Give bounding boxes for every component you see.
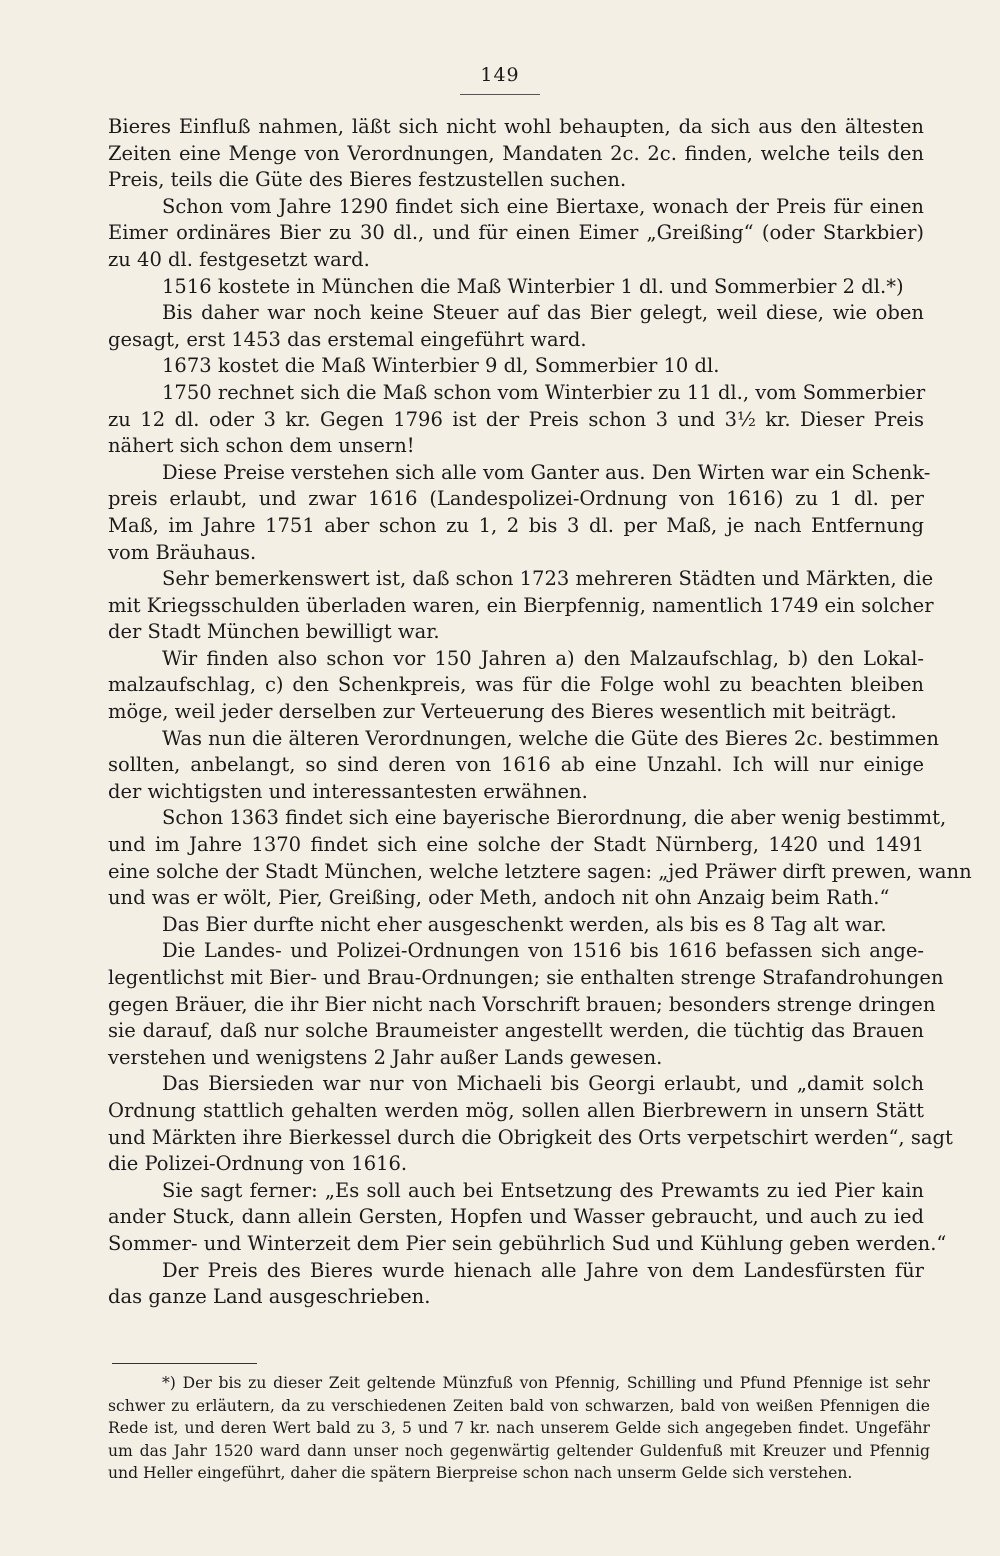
text-line: mit Kriegsschulden überladen waren, ein Bierpfennig, namentlich 1749 ein solcher [108,593,934,617]
footnote-line: schwer zu erläutern, da zu verschiedenen Zeiten bald von schwarzen, bald von weißen Pfennigen die [108,1396,930,1415]
text-line: sie darauf, daß nur solche Braumeister angestellt werden, die tüchtig das Brauen [108,1019,924,1043]
paragraph [108,938,944,1071]
text-line: Das Bier durfte nicht eher ausgeschenkt werden, als bis es 8 Tag alt war. [162,912,887,936]
paragraph [108,646,924,726]
text-line: Was nun die älteren Verordnungen, welche die Güte des Bieres 2c. bestimmen [162,726,939,750]
text-line: gesagt, erst 1453 das erstemal eingeführt ward. [108,327,587,351]
text-line: und was er wölt, Pier, Greißing, oder Meth, andoch nit ohn Anzaig beim Rath.“ [108,886,890,910]
paragraph [108,353,924,380]
text-line: Das Biersieden war nur von Michaeli bis Georgi erlaubt, und „damit solch [162,1072,924,1096]
footnote-line: um das Jahr 1520 ward dann unser noch gegenwärtig geltender Guldenfuß mit Kreuzer und Pfennig [108,1441,930,1460]
text-line: Bieres Einfluß nahmen, läßt sich nicht wohl behaupten, da sich aus den ältesten [108,115,924,138]
text-line: legentlichst mit Bier- und Brau-Ordnungen; sie enthalten strenge Strafandrohungen [108,966,944,989]
text-line: Schon vom Jahre 1290 findet sich eine Biertaxe, wonach der Preis für einen [162,194,924,218]
paragraph [108,912,924,939]
paragraph [108,566,934,646]
text-line: Sommer- und Winterzeit dem Pier sein gebührlich Sud und Kühlung geben werden.“ [108,1231,947,1255]
text-line: und Märkten ihre Bierkessel durch die Obrigkeit des Orts verpetschirt werden“, sagt [108,1125,953,1149]
text-line: Zeiten eine Menge von Verordnungen, Mandaten 2c. 2c. finden, welche teils den [108,141,924,165]
text-line: zu 40 dl. festgesetzt ward. [108,247,370,271]
text-line: 1750 rechnet sich die Maß schon vom Winterbier zu 11 dl., vom Sommerbier [162,380,926,404]
paragraph [108,726,939,806]
paragraph [108,460,931,566]
paragraph [108,194,924,274]
text-line: verstehen und wenigstens 2 Jahr außer Lands gewesen. [108,1045,663,1069]
text-line: Preis, teils die Güte des Bieres festzustellen suchen. [108,168,627,192]
paragraph [108,380,924,460]
text-line: Diese Preise verstehen sich alle vom Ganter aus. Den Wirten war ein Schenk- [162,460,931,484]
footnote-line: Rede ist, und deren Wert bald zu 3, 5 und 7 kr. nach unserem Gelde sich angegeben findet. Ungefähr [108,1419,930,1437]
text-line: das ganze Land ausgeschrieben. [108,1285,431,1309]
text-line: vom Bräuhaus. [108,540,257,564]
text-line: Sehr bemerkenswert ist, daß schon 1723 mehreren Städten und Märkten, die [162,567,934,591]
text-line: der Stadt München bewilligt war. [108,620,440,644]
paragraph [108,1178,947,1258]
paragraph [108,300,924,353]
page-number: 149 [480,64,520,86]
paragraph [108,114,924,194]
text-line: Sie sagt ferner: „Es soll auch bei Entsetzung des Prewamts zu ied Pier kain [162,1178,924,1202]
footnote-line: und Heller eingeführt, daher die spätern Bierpreise schon nach unserm Gelde sich verstehen. [108,1464,853,1482]
text-line: der wichtigsten und interessantesten erwähnen. [108,779,588,803]
text-line: eine solche der Stadt München, welche letztere sagen: „jed Präwer dirft prewen, wann [108,859,972,883]
paragraph [108,805,972,911]
body-text [108,114,972,1311]
text-line: gegen Bräuer, die ihr Bier nicht nach Vorschrift brauen; besonders strenge dringen [108,992,936,1016]
page-number-rule [460,94,540,95]
text-line: Wir finden also schon vor 150 Jahren a) den Malzaufschlag, b) den Lokal- [162,646,924,670]
text-line: malzaufschlag, c) den Schenkpreis, was für die Folge wohl zu beachten bleiben [108,673,924,697]
text-line: ander Stuck, dann allein Gersten, Hopfen und Wasser gebraucht, und auch zu ied [108,1205,924,1229]
text-line: Maß, im Jahre 1751 aber schon zu 1, 2 bis 3 dl. per Maß, je nach Entfernung [108,513,924,537]
paragraph [108,1071,953,1177]
text-line: Die Landes- und Polizei-Ordnungen von 1516 bis 1616 befassen sich ange- [162,939,924,963]
text-line: zu 12 dl. oder 3 kr. Gegen 1796 ist der Preis schon 3 und 3½ kr. Dieser Preis [108,407,924,431]
text-line: 1516 kostete in München die Maß Winterbier 1 dl. und Sommerbier 2 dl.*) [162,274,904,298]
text-line: Schon 1363 findet sich eine bayerische Bierordnung, die aber wenig bestimmt, [162,806,947,830]
footnote-rule [112,1363,257,1364]
footnote [108,1372,930,1485]
text-line: Eimer ordinäres Bier zu 30 dl., und für einen Eimer „Greißing“ (oder Starkbier) [108,221,924,245]
text-line: sollten, anbelangt, so sind deren von 1616 ab eine Unzahl. Ich will nur einige [108,753,924,777]
text-line: 1673 kostet die Maß Winterbier 9 dl, Sommerbier 10 dl. [162,354,720,378]
paragraph [108,274,924,301]
text-line: Bis daher war noch keine Steuer auf das Bier gelegt, weil diese, wie oben [162,301,924,325]
footnote-line: *) Der bis zu dieser Zeit geltende Münzfuß von Pfennig, Schilling und Pfund Pfennige ist sehr [162,1374,930,1392]
text-line: Der Preis des Bieres wurde hienach alle Jahre von dem Landesfürsten für [162,1258,924,1282]
text-line: nähert sich schon dem unsern! [108,434,415,458]
paragraph [108,1258,924,1311]
text-line: möge, weil jeder derselben zur Verteuerung des Bieres wesentlich mit beiträgt. [108,700,897,724]
text-line: Ordnung stattlich gehalten werden mög, sollen allen Bierbrewern in unsern Stätt [108,1098,924,1122]
text-line: und im Jahre 1370 findet sich eine solche der Stadt Nürnberg, 1420 und 1491 [108,833,924,857]
text-line: preis erlaubt, und zwar 1616 (Landespolizei-Ordnung von 1616) zu 1 dl. per [108,487,924,511]
text-line: die Polizei-Ordnung von 1616. [108,1152,408,1176]
